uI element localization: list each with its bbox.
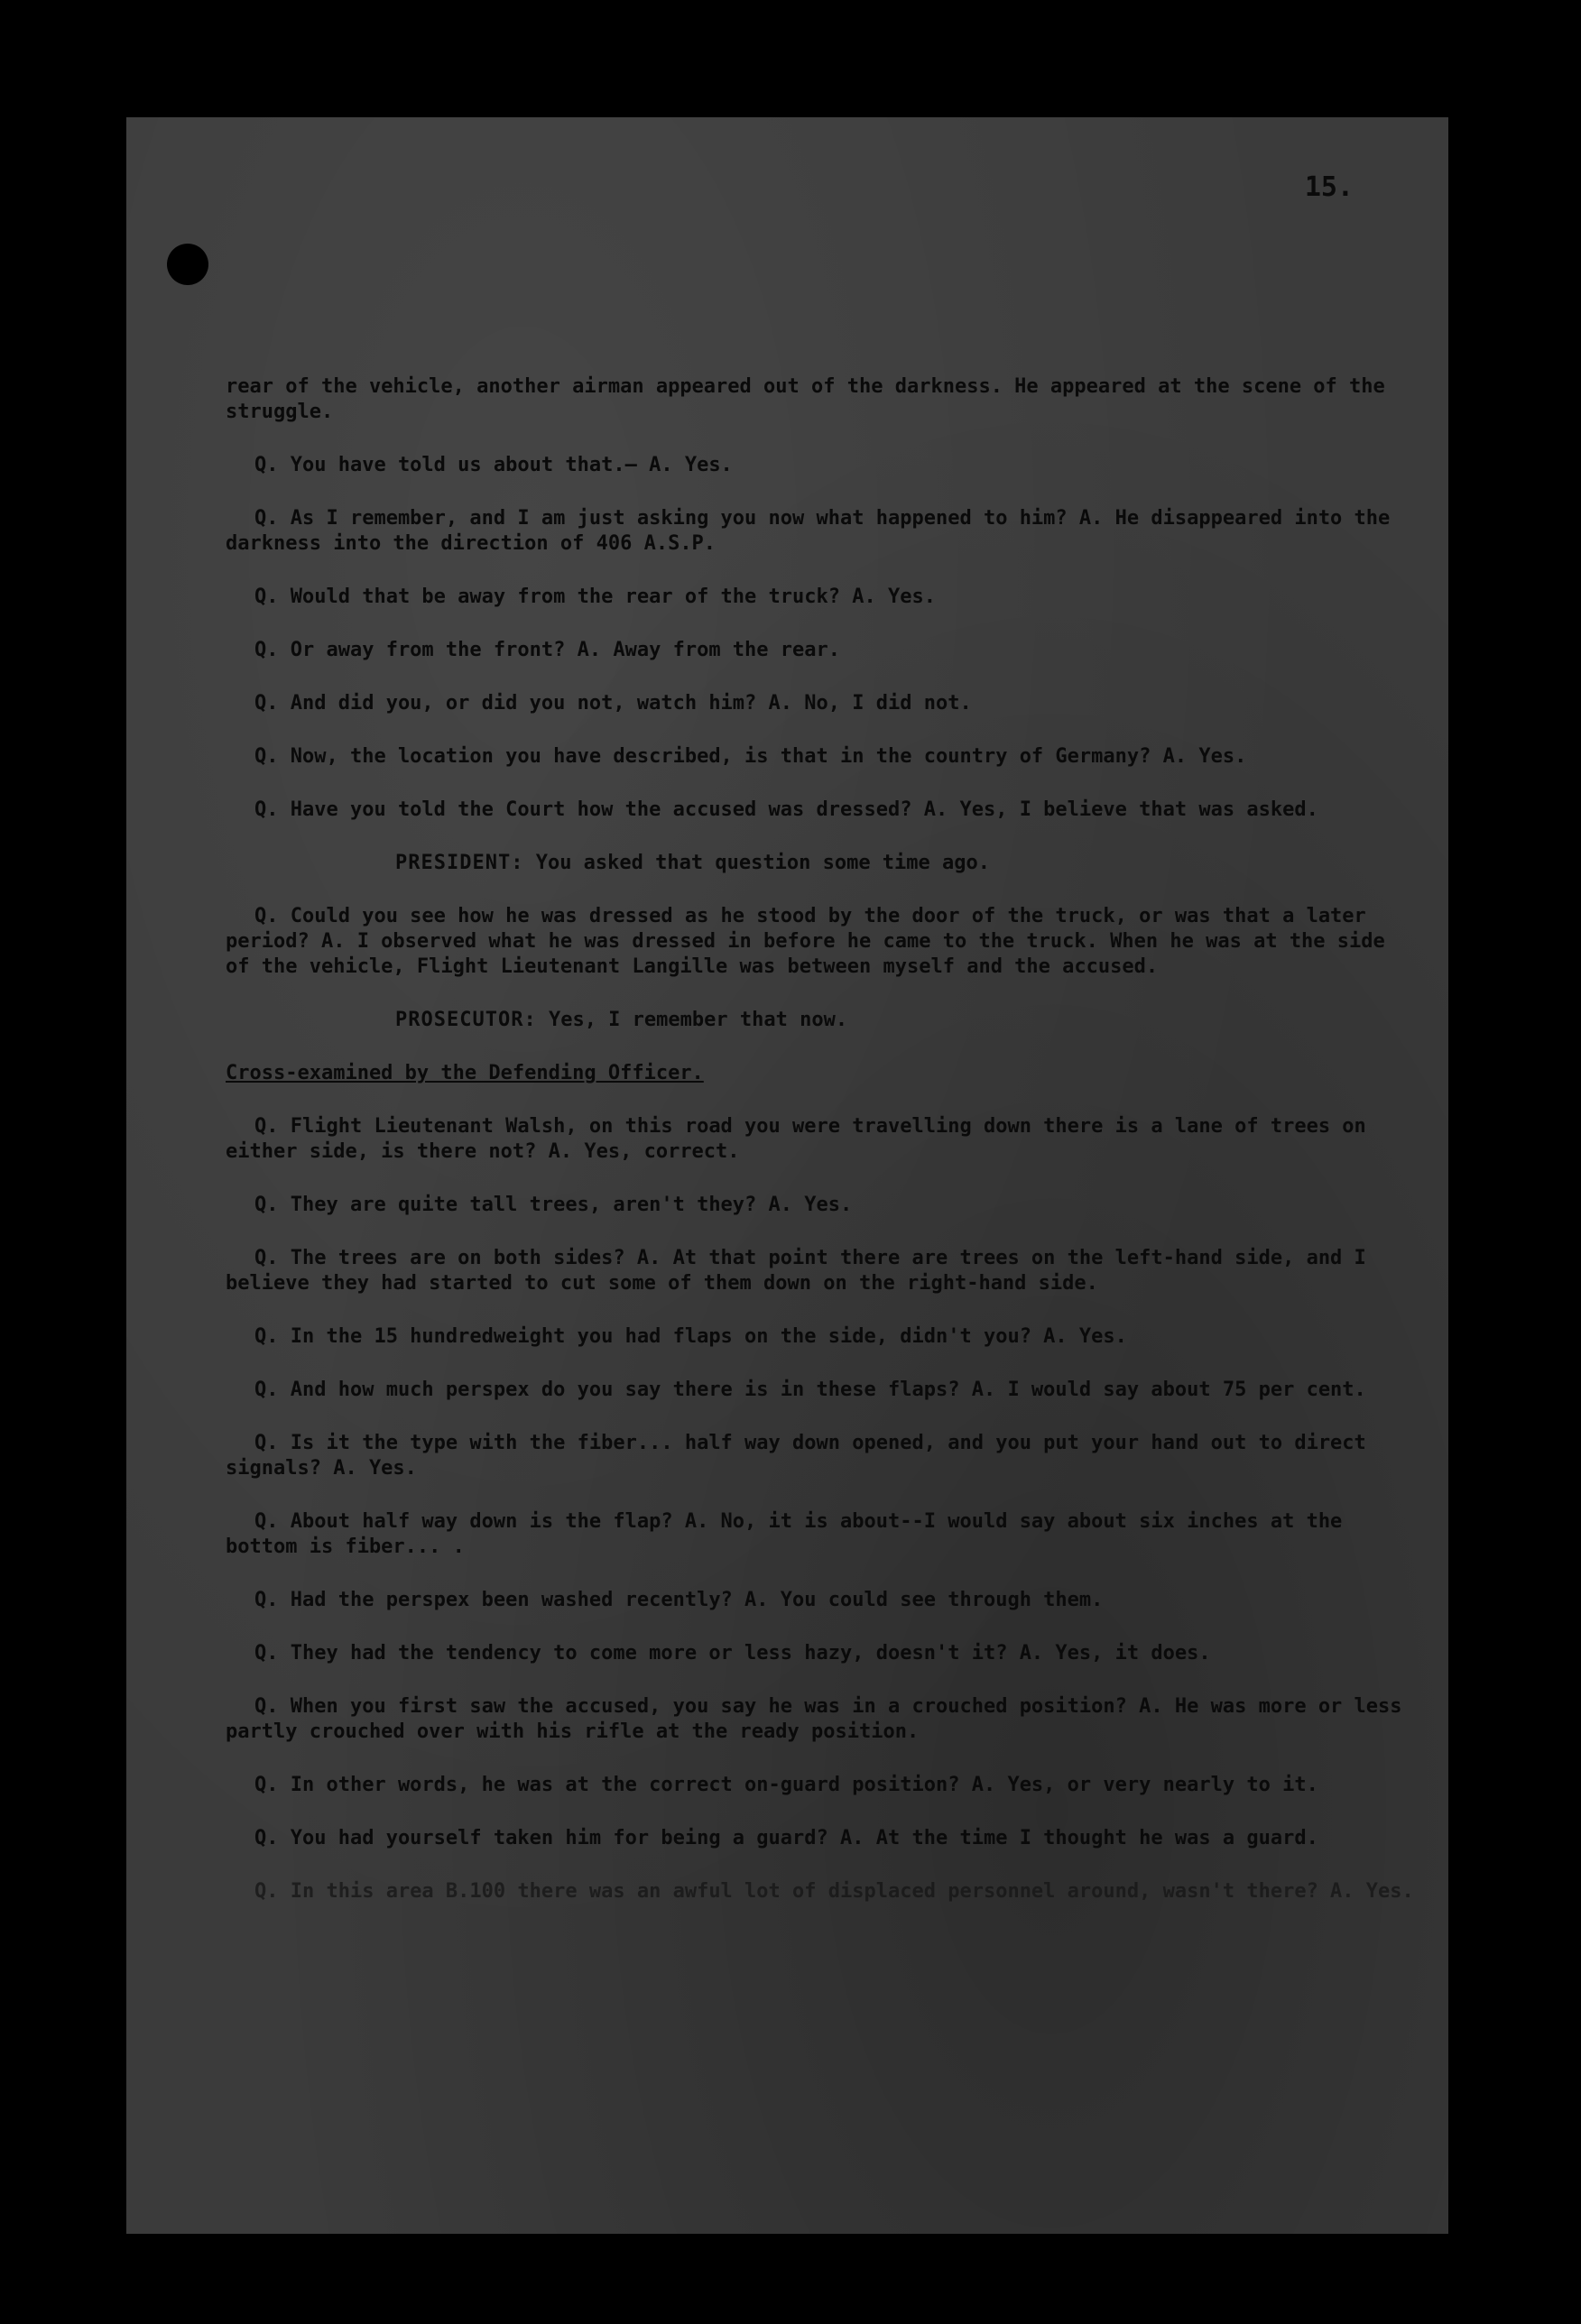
paragraph-6: Q. Now, the location you have described, is that in the country of Germany? A. Yes. [254, 745, 1247, 768]
paragraph-after-president: Q. Could you see how he was dressed as he stood by the door of the truck, or was that a later period? A. I observed what he was dressed in before he came to the truck. When he was at the side of the vehicle, Flight Lieutenant Langille was between myself and the accused. [226, 905, 1385, 978]
president-remark [226, 851, 1417, 876]
cross-paragraph-2: Q. The trees are on both sides? A. At that point there are trees on the left-hand side, and I believe they had started to cut some of them down on the right-hand side. [226, 1247, 1366, 1295]
cross-paragraph-6: Q. About half way down is the flap? A. No, it is about--I would say about six inches at the bottom is fiber... . [226, 1510, 1343, 1558]
prosecutor-speaker: PROSECUTOR: [395, 1009, 537, 1031]
paragraph-2: Q. As I remember, and I am just asking you now what happened to him? A. He disappeared into the darkness into the direction of 406 A.S.P. [226, 507, 1391, 555]
paragraph-4: Q. Or away from the front? A. Away from the rear. [254, 639, 841, 661]
cross-paragraph-3: Q. In the 15 hundredweight you had flaps on the side, didn't you? A. Yes. [254, 1325, 1127, 1348]
paragraph-5: Q. And did you, or did you not, watch him? A. No, I did not. [254, 692, 972, 715]
paragraph-0: rear of the vehicle, another airman appeared out of the darkness. He appeared at the scene of the struggle. [226, 375, 1385, 423]
cross-paragraph-9: Q. When you first saw the accused, you say he was in a crouched position? A. He was more or less partly crouched over with his rifle at the ready position. [226, 1695, 1402, 1743]
cross-paragraph-8: Q. They had the tendency to come more or less hazy, doesn't it? A. Yes, it does. [254, 1642, 1211, 1665]
cross-paragraph-7: Q. Had the perspex been washed recently? A. You could see through them. [254, 1589, 1104, 1611]
cross-paragraph-1: Q. They are quite tall trees, aren't they? A. Yes. [254, 1194, 853, 1216]
paragraph-3: Q. Would that be away from the rear of the truck? A. Yes. [254, 586, 936, 608]
cross-paragraph-4: Q. And how much perspex do you say there is in these flaps? A. I would say about 75 per cent. [254, 1379, 1366, 1401]
page-number: 15. [1304, 171, 1354, 203]
document-page [126, 117, 1448, 2234]
prosecutor-text: Yes, I remember that now. [548, 1009, 848, 1031]
transcript-body [226, 374, 1417, 1932]
last-line-fragment: Q. In this area B.100 there was an awful lot of displaced personnel around, wasn't there? A. Yes. [254, 1880, 1414, 1903]
paragraph-7: Q. Have you told the Court how the accused was dressed? A. Yes, I believe that was asked. [254, 798, 1318, 821]
section-heading: Cross-examined by the Defending Officer. [226, 1062, 704, 1084]
cross-paragraph-10: Q. In other words, he was at the correct on-guard position? A. Yes, or very nearly to it. [254, 1774, 1318, 1796]
cross-paragraph-0: Q. Flight Lieutenant Walsh, on this road you were travelling down there is a lane of trees on either side, is there not? A. Yes, correct. [226, 1115, 1366, 1163]
prosecutor-remark [226, 1008, 1417, 1033]
paragraph-1: Q. You have told us about that.— A. Yes. [254, 454, 733, 476]
cross-paragraph-5: Q. Is it the type with the fiber... half way down opened, and you put your hand out to direct signals? A. Yes. [226, 1432, 1366, 1480]
cross-paragraph-11: Q. You had yourself taken him for being a guard? A. At the time I thought he was a guard. [254, 1827, 1318, 1849]
president-speaker: PRESIDENT: [395, 852, 524, 874]
president-text: You asked that question some time ago. [535, 852, 991, 874]
punch-hole [167, 244, 208, 285]
